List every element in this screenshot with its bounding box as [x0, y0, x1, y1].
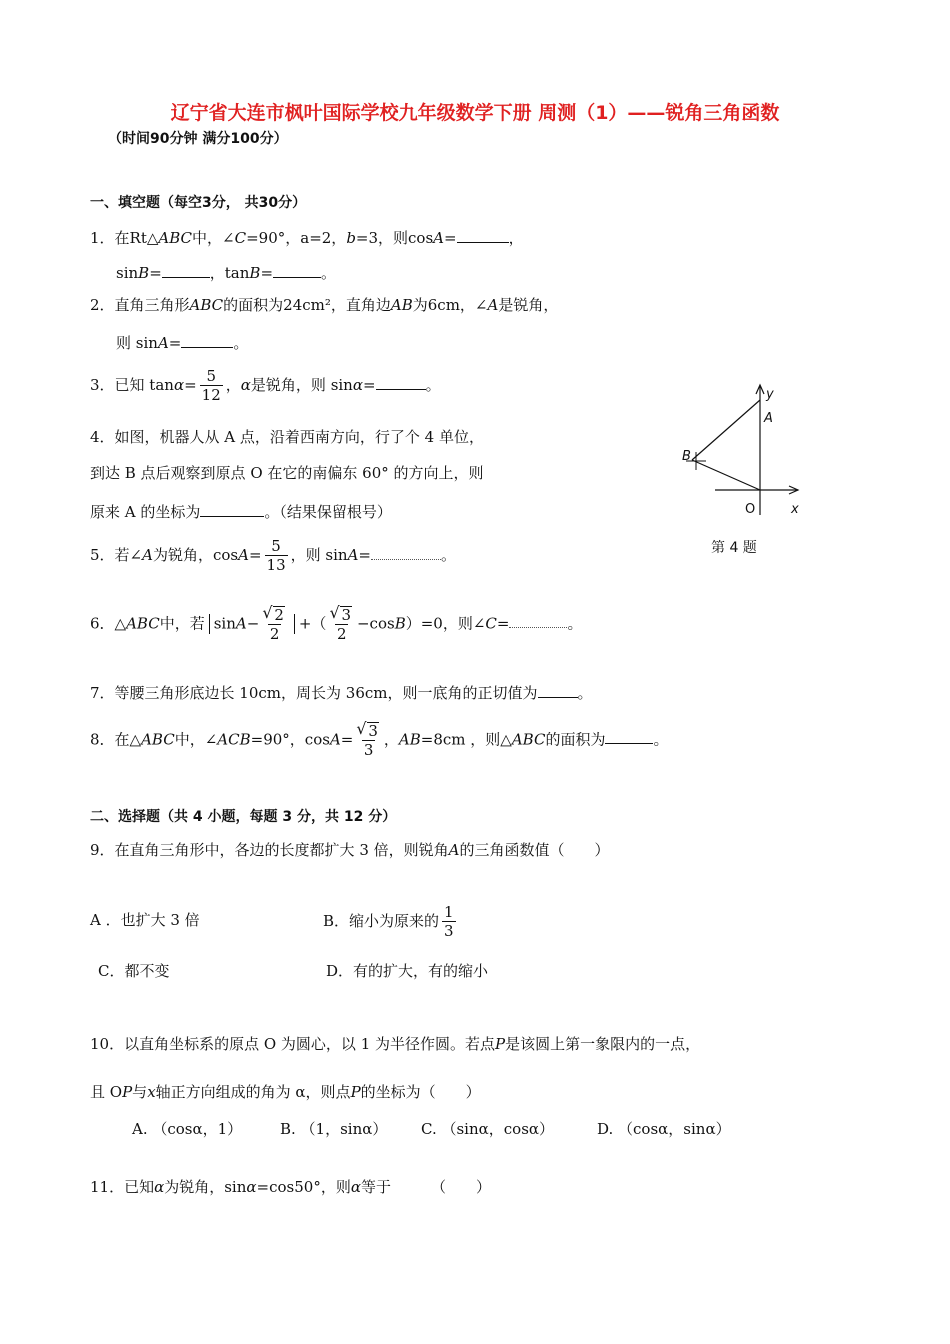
q1-text: ，tan — [209, 264, 250, 282]
question-3 — [90, 368, 441, 404]
question-9 — [90, 843, 610, 858]
sqrt-symbol — [358, 722, 379, 740]
fraction-denominator: 2 — [269, 624, 280, 643]
q11-alpha: α — [246, 1178, 257, 1196]
page-subtitle: （时间90分钟 满分100分） — [108, 131, 288, 147]
answer-parentheses[interactable]: （ ） — [549, 841, 610, 859]
q5-text: = — [358, 545, 371, 564]
q5-text: 。 — [440, 545, 456, 564]
q1-text: = — [149, 264, 162, 282]
q11-alpha: α — [350, 1178, 361, 1196]
q6-text: 6．△ — [90, 614, 127, 633]
q10-var: P — [495, 1035, 506, 1053]
abs-bar-right — [294, 614, 295, 634]
question-11 — [90, 1180, 491, 1195]
question-2-line-1 — [90, 298, 558, 313]
question-7 — [90, 683, 593, 701]
answer-blank[interactable] — [605, 729, 653, 744]
question-4-line-1: 4．如图，机器人从 A 点，沿着西南方向，行了个 4 单位， — [90, 428, 484, 446]
section-fill-in: 一、填空题（每空3分， 共30分） — [90, 195, 307, 211]
question-2-line-2 — [116, 333, 248, 351]
q10-var: P — [350, 1083, 361, 1101]
q8-text: 中，∠ — [174, 730, 218, 749]
q6-var: ABC — [126, 614, 160, 633]
radicand: 3 — [341, 606, 351, 624]
fraction-denominator: 2 — [336, 624, 347, 643]
q2-text: 为6cm，∠ — [412, 296, 488, 314]
q2-var: AB — [390, 296, 413, 314]
q3-text: ， — [225, 375, 241, 394]
sqrt-symbol — [331, 606, 352, 624]
q4-text: 。（结果保留根号） — [264, 503, 392, 521]
q2-text: 则 sin — [116, 334, 158, 352]
answer-blank[interactable] — [273, 263, 321, 278]
q8-text: 8．在△ — [90, 730, 142, 749]
fraction-denominator: 3 — [363, 740, 374, 759]
q10-var: x — [147, 1083, 156, 1101]
label-b: B — [682, 449, 691, 464]
q2-var: A — [487, 296, 499, 314]
q5-var: A — [142, 545, 153, 564]
q8-var: ABC — [511, 730, 546, 749]
q6-text: = — [496, 614, 510, 633]
q10-text: 10．以直角坐标系的原点 O 为圆心，以 1 为半径作圆。若点 — [90, 1035, 496, 1053]
q11-text: 为锐角，sin — [164, 1178, 247, 1196]
q11-alpha: α — [154, 1178, 165, 1196]
q5-text: = — [248, 545, 262, 564]
q10-text: 且 O — [90, 1083, 123, 1101]
q3-text: 。 — [425, 375, 441, 394]
fraction-5-13 — [265, 538, 288, 574]
q2-text: = — [168, 334, 182, 352]
fraction-sqrt3-3 — [356, 722, 381, 759]
q9-option-d[interactable]: D．有的扩大，有的缩小 — [326, 962, 489, 980]
q1-text: ， — [508, 229, 524, 247]
q2-text: 是锐角， — [498, 296, 559, 314]
question-1-line-1 — [90, 228, 524, 246]
q11-text: 11．已知 — [90, 1178, 155, 1196]
q5-var: A — [238, 545, 249, 564]
q2-text: 的面积为24cm²，直角边 — [223, 296, 391, 314]
q8-var: ABC — [141, 730, 175, 749]
radicand: 2 — [274, 606, 284, 624]
q2-var: A — [157, 334, 169, 352]
q6-text: − — [246, 614, 260, 633]
q9-option-c[interactable]: C．都不变 — [98, 962, 170, 980]
q8-text: =8cm ，则△ — [420, 730, 512, 749]
figure-q4-diagram — [670, 378, 820, 523]
q10-text: 是该圆上第一象限内的一点， — [505, 1035, 701, 1053]
q8-var: ACB — [217, 730, 251, 749]
q1-text: =90°，a=2， — [246, 229, 347, 247]
q1-var: B — [138, 264, 150, 282]
q6-text: −cos — [356, 614, 395, 633]
question-4-line-2: 到达 B 点后观察到原点 O 在它的南偏东 60° 的方向上，则 — [90, 464, 484, 482]
q1-text: =3，则cos — [355, 229, 434, 247]
q1-text: 。 — [321, 264, 337, 282]
q9-option-a[interactable]: A ．也扩大 3 倍 — [90, 911, 200, 929]
question-4-line-3 — [90, 502, 392, 520]
question-6 — [90, 606, 582, 643]
q1-text: = — [444, 229, 457, 247]
q4-text: 原来 A 的坐标为 — [90, 503, 201, 521]
q10-option-c[interactable]: C. （sinα，cosα） — [421, 1120, 555, 1138]
q10-text: 与 — [132, 1083, 148, 1101]
q3-text: 是锐角，则 sin — [250, 375, 353, 394]
answer-blank[interactable] — [371, 545, 441, 560]
q5-text: 为锐角，cos — [152, 545, 239, 564]
fraction-5-12 — [200, 368, 223, 404]
answer-blank[interactable] — [376, 375, 426, 390]
label-o: O — [745, 502, 756, 517]
q3-alpha: α — [240, 375, 251, 394]
q6-text: 。 — [567, 614, 583, 633]
q6-var: B — [394, 614, 406, 633]
q7-text: 7．等腰三角形底边长 10cm，周长为 36cm，则一底角的正切值为 — [90, 684, 538, 702]
q1-var: b — [346, 229, 356, 247]
q8-var: AB — [398, 730, 421, 749]
q10-text: 的坐标为（ ） — [360, 1083, 481, 1101]
label-x: x — [791, 502, 799, 517]
sqrt-symbol — [264, 606, 285, 624]
answer-blank[interactable] — [457, 228, 509, 243]
answer-blank[interactable] — [181, 333, 233, 348]
question-10-line-1 — [90, 1037, 700, 1052]
q6-text: sin — [213, 614, 236, 633]
q9-var: A — [448, 841, 460, 859]
answer-parentheses[interactable]: （ ） — [430, 1178, 491, 1196]
fraction-sqrt2-2 — [262, 606, 287, 643]
q6-var: A — [235, 614, 247, 633]
question-10-line-2 — [90, 1085, 481, 1100]
q8-var: A — [329, 730, 341, 749]
q5-text: 5．若∠ — [90, 545, 143, 564]
q1-text: = — [260, 264, 274, 282]
q10-var: P — [122, 1083, 133, 1101]
q9-text: 9．在直角三角形中，各边的长度都扩大 3 倍，则锐角 — [90, 841, 449, 859]
fraction-1-3 — [442, 904, 456, 940]
fraction-denominator: 13 — [266, 555, 286, 574]
q3-text: = — [363, 375, 376, 394]
q10-option-a[interactable]: A. （cosα，1） — [132, 1120, 243, 1138]
q1-var: C — [234, 229, 247, 247]
q9-text: 的三角函数值 — [459, 841, 550, 859]
q5-var: A — [347, 545, 359, 564]
q1-text: 中，∠ — [192, 229, 235, 247]
question-5 — [90, 538, 456, 574]
q11-text: 等于 — [360, 1178, 391, 1196]
q10-option-d[interactable]: D. （cosα，sinα） — [597, 1120, 731, 1138]
q10-text: 轴正方向组成的角为 α，则点 — [155, 1083, 351, 1101]
fraction-denominator: 3 — [444, 921, 454, 940]
abs-bar-left — [209, 614, 210, 634]
q6-var: C — [485, 614, 497, 633]
segment-bo — [692, 460, 760, 490]
q9-option-b-text: B．缩小为原来的 — [323, 911, 440, 930]
question-1-line-2 — [116, 263, 336, 281]
q7-text: 。 — [577, 684, 593, 702]
q3-alpha: α — [173, 375, 185, 394]
fraction-numerator: 1 — [444, 903, 454, 921]
q8-text: =90°，cos — [250, 730, 330, 749]
q10-option-b[interactable]: B. （1，sinα） — [280, 1120, 388, 1138]
fraction-denominator: 12 — [201, 385, 221, 404]
q3-text: 3．已知 tan — [90, 375, 174, 394]
q1-var: ABC — [158, 229, 193, 247]
q1-text: sin — [116, 264, 139, 282]
fraction-numerator — [329, 606, 354, 624]
page-title: 辽宁省大连市枫叶国际学校九年级数学下册 周测（1）——锐角三角函数 — [170, 102, 780, 124]
fraction-sqrt3-2 — [329, 606, 354, 643]
fraction-numerator — [356, 722, 381, 740]
q8-text: 。 — [653, 730, 669, 749]
answer-blank[interactable] — [509, 613, 567, 628]
fraction-numerator: 5 — [271, 537, 281, 555]
q8-text: 的面积为 — [545, 730, 606, 749]
radicand: 3 — [368, 722, 378, 740]
answer-blank[interactable] — [200, 502, 264, 517]
q5-text: ，则 sin — [290, 545, 348, 564]
q1-var: A — [433, 229, 445, 247]
fraction-numerator — [262, 606, 287, 624]
label-y: y — [766, 387, 774, 402]
q2-var: ABC — [189, 296, 224, 314]
answer-blank[interactable] — [162, 263, 210, 278]
label-a: A — [764, 411, 773, 426]
answer-blank[interactable] — [538, 683, 578, 698]
figure-caption: 第 4 题 — [711, 540, 757, 556]
q1-text: 1．在Rt△ — [90, 229, 159, 247]
question-8 — [90, 722, 668, 759]
q6-text: +（ — [298, 614, 327, 633]
q2-text: 2．直角三角形 — [90, 296, 190, 314]
q6-text: 中，若 — [159, 614, 205, 633]
q8-text: = — [340, 730, 354, 749]
q9-option-b[interactable] — [323, 904, 459, 940]
q3-text: = — [184, 375, 197, 394]
q8-text: ， — [383, 730, 399, 749]
q1-var: B — [249, 264, 261, 282]
section-multiple-choice: 二、选择题（共 4 小题，每题 3 分，共 12 分） — [90, 809, 397, 825]
q3-alpha: α — [352, 375, 363, 394]
q2-text: 。 — [233, 334, 249, 352]
fraction-numerator: 5 — [206, 367, 216, 385]
q11-text: =cos50°，则 — [256, 1178, 351, 1196]
segment-ab — [692, 400, 760, 460]
q6-text: ）=0，则∠ — [405, 614, 486, 633]
